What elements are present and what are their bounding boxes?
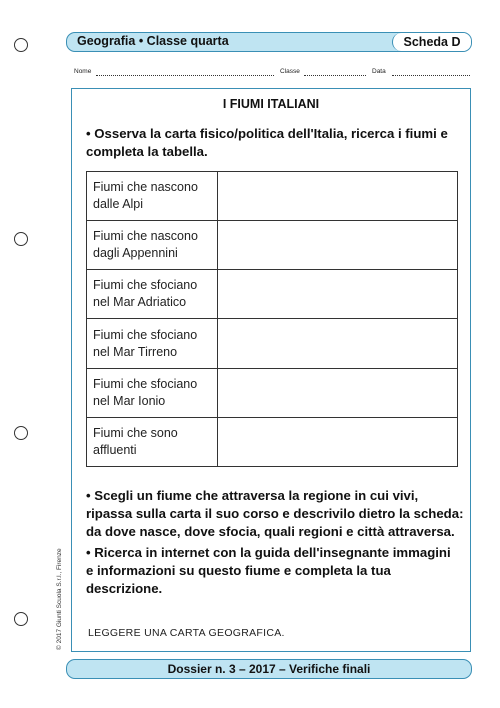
table-row [87,319,458,368]
name-label: Nome [74,68,92,75]
instruction-1 [86,125,466,161]
date-line[interactable] [392,75,470,76]
answer-cell-ionian[interactable] [218,368,458,417]
instruction-1-line-2: completa la tabella. [86,144,208,159]
instruction-3-line-1: • Ricerca in internet con la guida dell'insegnante immagini [86,545,451,560]
answer-cell-apennines[interactable] [218,221,458,270]
worksheet-title: I FIUMI ITALIANI [222,97,320,111]
instruction-3-line-3: descrizione. [86,581,163,596]
answer-cell-tyrrhenian[interactable] [218,319,458,368]
class-label: Classe [280,68,300,75]
rivers-table [86,171,458,467]
worksheet-card [71,88,471,652]
table-row [87,368,458,417]
table-row [87,270,458,319]
sheet-tab: Scheda D [392,33,471,51]
answer-cell-alps[interactable] [218,172,458,221]
instruction-2-line-3: da dove nasce, dove sfocia, quali regioni e città attraversa. [86,524,455,539]
skill-label: LEGGERE UNA CARTA GEOGRAFICA. [88,627,285,639]
name-line[interactable] [96,75,274,76]
footer-bar: Dossier n. 3 – 2017 – Verifiche finali [66,659,472,679]
row-label: Fiumi che nascono dagli Appennini [87,221,218,270]
row-label: Fiumi che sfociano nel Mar Ionio [87,368,218,417]
header-bar [66,32,472,52]
instruction-3 [86,544,466,598]
answer-cell-adriatic[interactable] [218,270,458,319]
student-fields [72,66,472,78]
binder-hole-3 [14,426,28,440]
instruction-1-line-1: • Osserva la carta fisico/politica dell'Italia, ricerca i fiumi e [86,126,448,141]
class-line[interactable] [304,75,366,76]
row-label: Fiumi che sono affluenti [87,417,218,466]
instruction-2-line-2: ripassa sulla carta il suo corso e descrivilo dietro la scheda: [86,506,464,521]
row-label: Fiumi che sfociano nel Mar Adriatico [87,270,218,319]
binder-hole-1 [14,38,28,52]
table-row [87,172,458,221]
instruction-2 [86,487,466,541]
row-label: Fiumi che sfociano nel Mar Tirreno [87,319,218,368]
table-row [87,221,458,270]
subject-title: Geografia • Classe quarta [77,34,229,48]
row-label: Fiumi che nascono dalle Alpi [87,172,218,221]
date-label: Data [372,68,386,75]
binder-hole-4 [14,612,28,626]
instruction-3-line-2: e informazioni su questo fiume e completa la tua [86,563,391,578]
answer-cell-tributaries[interactable] [218,417,458,466]
instruction-2-line-1: • Scegli un fiume che attraversa la regione in cui vivi, [86,488,419,503]
binder-hole-2 [14,232,28,246]
copyright-notice: © 2017 Giunti Scuola S.r.l., Firenze [56,548,63,650]
table-row [87,417,458,466]
